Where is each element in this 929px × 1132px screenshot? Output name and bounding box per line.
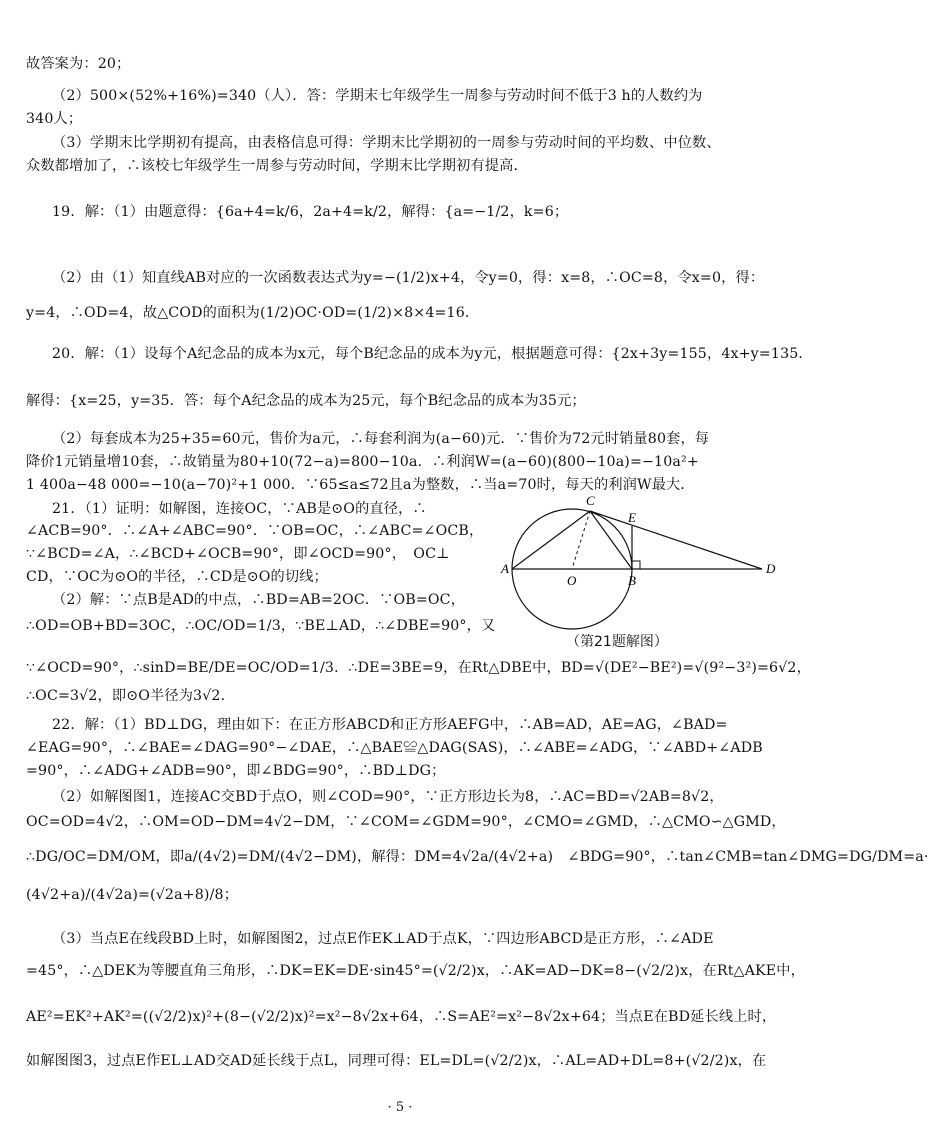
text-line-26: OC=OD=4√2，∴OM=OD−DM=4√2−DM，∵∠COM=∠GDM=90°，∠CMO=∠GMD，∴△CMO∽△GMD， — [26, 814, 786, 830]
text-line-24: =90°，∴∠ADG+∠ADB=90°，即∠BDG=90°，∴BD⊥DG； — [26, 763, 446, 779]
label-d: D — [766, 561, 776, 576]
text-line-3: 340人； — [26, 111, 83, 127]
text-line-31: AE²=EK²+AK²=((√2/2)x)²+(8−(√2/2)x)²=x²−8√2x+64，∴S=AE²=x²−8√2x+64；当点E在BD延长线上时， — [26, 1009, 777, 1025]
text-line-9: 20．解：（1）设每个A纪念品的成本为x元，每个B纪念品的成本为y元，根据题意可得：{2x+3y=155，4x+y=135． — [52, 346, 813, 362]
text-line-5: 众数都增加了，∴该校七年级学生一周参与劳动时间，学期末比学期初有提高． — [26, 158, 528, 174]
text-line-32: 如解图图3，过点E作EL⊥AD交AD延长线于点L，同理可得：EL=DL=(√2/2)x，∴AL=AD+DL=8+(√2/2)x，在 — [26, 1053, 767, 1069]
text-line-30: =45°，∴△DEK为等腰直角三角形，∴DK=EK=DE·sin45°=(√2/2)x，∴AK=AD−DK=8−(√2/2)x，在Rt△AKE中， — [26, 963, 805, 979]
label-b: B — [628, 573, 636, 588]
right-angle-mark — [632, 561, 640, 569]
text-line-17: CD，∵OC为⊙O的半径，∴CD是⊙O的切线； — [26, 569, 328, 585]
text-line-23: ∠EAG=90°，∴∠BAE=∠DAG=90°−∠DAE，∴△BAE≌△DAG(SAS)，∴∠ABE=∠ADG，∵∠ABD+∠ADB — [26, 740, 763, 756]
text-line-11: （2）每套成本为25+35=60元，售价为a元，∴每套利润为(a−60)元．∵售价为72元时销量80套，每 — [52, 431, 710, 447]
text-line-25: （2）如解图图1，连接AC交BD于点O，则∠COD=90°，∵正方形边长为8，∴AC=BD=√2AB=8√2， — [52, 789, 724, 805]
label-c: C — [586, 493, 595, 508]
label-a: A — [501, 561, 509, 576]
text-line-29: （3）当点E在线段BD上时，如解图图2，过点E作EK⊥AD于点K，∵四边形ABCD是正方形，∴∠ADE — [52, 931, 714, 947]
text-line-4: （3）学期末比学期初有提高，由表格信息可得：学期末比学期初的一周参与劳动时间的平均数、中位数、 — [52, 135, 721, 151]
text-line-7: （2）由（1）知直线AB对应的一次函数表达式为y=−(1/2)x+4，令y=0，得：x=8，∴OC=8，令x=0，得： — [52, 270, 765, 286]
text-line-1: 故答案为：20； — [26, 56, 131, 72]
text-line-10: 解得：{x=25，y=35．答：每个A纪念品的成本为25元，每个B纪念品的成本为35元； — [26, 393, 586, 409]
figure-svg — [500, 493, 790, 633]
text-line-12: 降价1元销量增10套，∴故销量为80+10(72−a)=800−10a．∴利润W=(a−60)(800−10a)=−10a²+ — [26, 454, 699, 470]
text-line-16: ∵∠BCD=∠A，∴∠BCD+∠OCB=90°，即∠OCD=90°， OC⊥ — [26, 546, 450, 562]
text-line-8: y=4，∴OD=4，故△COD的面积为(1/2)OC·OD=(1/2)×8×4=16． — [26, 305, 480, 321]
line-oc-dashed — [572, 511, 590, 569]
line-ac — [512, 511, 590, 569]
figure-caption: （第21题解图） — [566, 634, 668, 650]
line-cd — [590, 511, 762, 569]
line-cb — [590, 511, 632, 569]
text-line-6: 19．解：（1）由题意得：{6a+4=k/6，2a+4=k/2，解得：{a=−1/2，k=6； — [52, 204, 569, 220]
text-line-18: （2）解：∵点B是AD的中点，∴BD=AB=2OC．∵OB=OC， — [52, 592, 466, 608]
text-line-27: ∴DG/OC=DM/OM，即a/(4√2)=DM/(4√2−DM)，解得：DM=4√2a/(4√2+a) ∠BDG=90°，∴tan∠CMB=tan∠DMG=DG/DM=a· — [26, 849, 929, 865]
text-line-19: ∴OD=OB+BD=3OC，∴OC/OD=1/3，∵BE⊥AD，∴∠DBE=90°，又 — [26, 618, 496, 634]
text-line-15: ∠ACB=90°．∴∠A+∠ABC=90°．∵OB=OC，∴∠ABC=∠OCB， — [26, 523, 484, 539]
text-line-13: 1 400a−48 000=−10(a−70)²+1 000．∵65≤a≤72且a为整数，∴当a=70时，每天的利润W最大． — [26, 477, 695, 493]
page-number: · 5 · — [387, 1100, 413, 1115]
text-line-28: (4√2+a)/(4√2a)=(√2a+8)/8； — [26, 887, 239, 903]
text-line-22: 22．解：（1）BD⊥DG，理由如下：在正方形ABCD和正方形AEFG中，∴AB=AD，AE=AG，∠BAD= — [52, 717, 728, 733]
text-line-21: ∴OC=3√2，即⊙O半径为3√2． — [26, 688, 235, 704]
text-line-2: （2）500×(52%+16%)=340（人）．答：学期末七年级学生一周参与劳动时间不低于3 h的人数约为 — [52, 88, 703, 104]
label-e: E — [628, 510, 636, 525]
text-line-20: ∵∠OCD=90°，∴sinD=BE/DE=OC/OD=1/3．∴DE=3BE=9，在Rt△DBE中，BD=√(DE²−BE²)=√(9²−3²)=6√2， — [26, 660, 811, 676]
text-line-14: 21．（1）证明：如解图，连接OC，∵AB是⊙O的直径，∴ — [52, 501, 427, 517]
label-o: O — [567, 573, 577, 588]
